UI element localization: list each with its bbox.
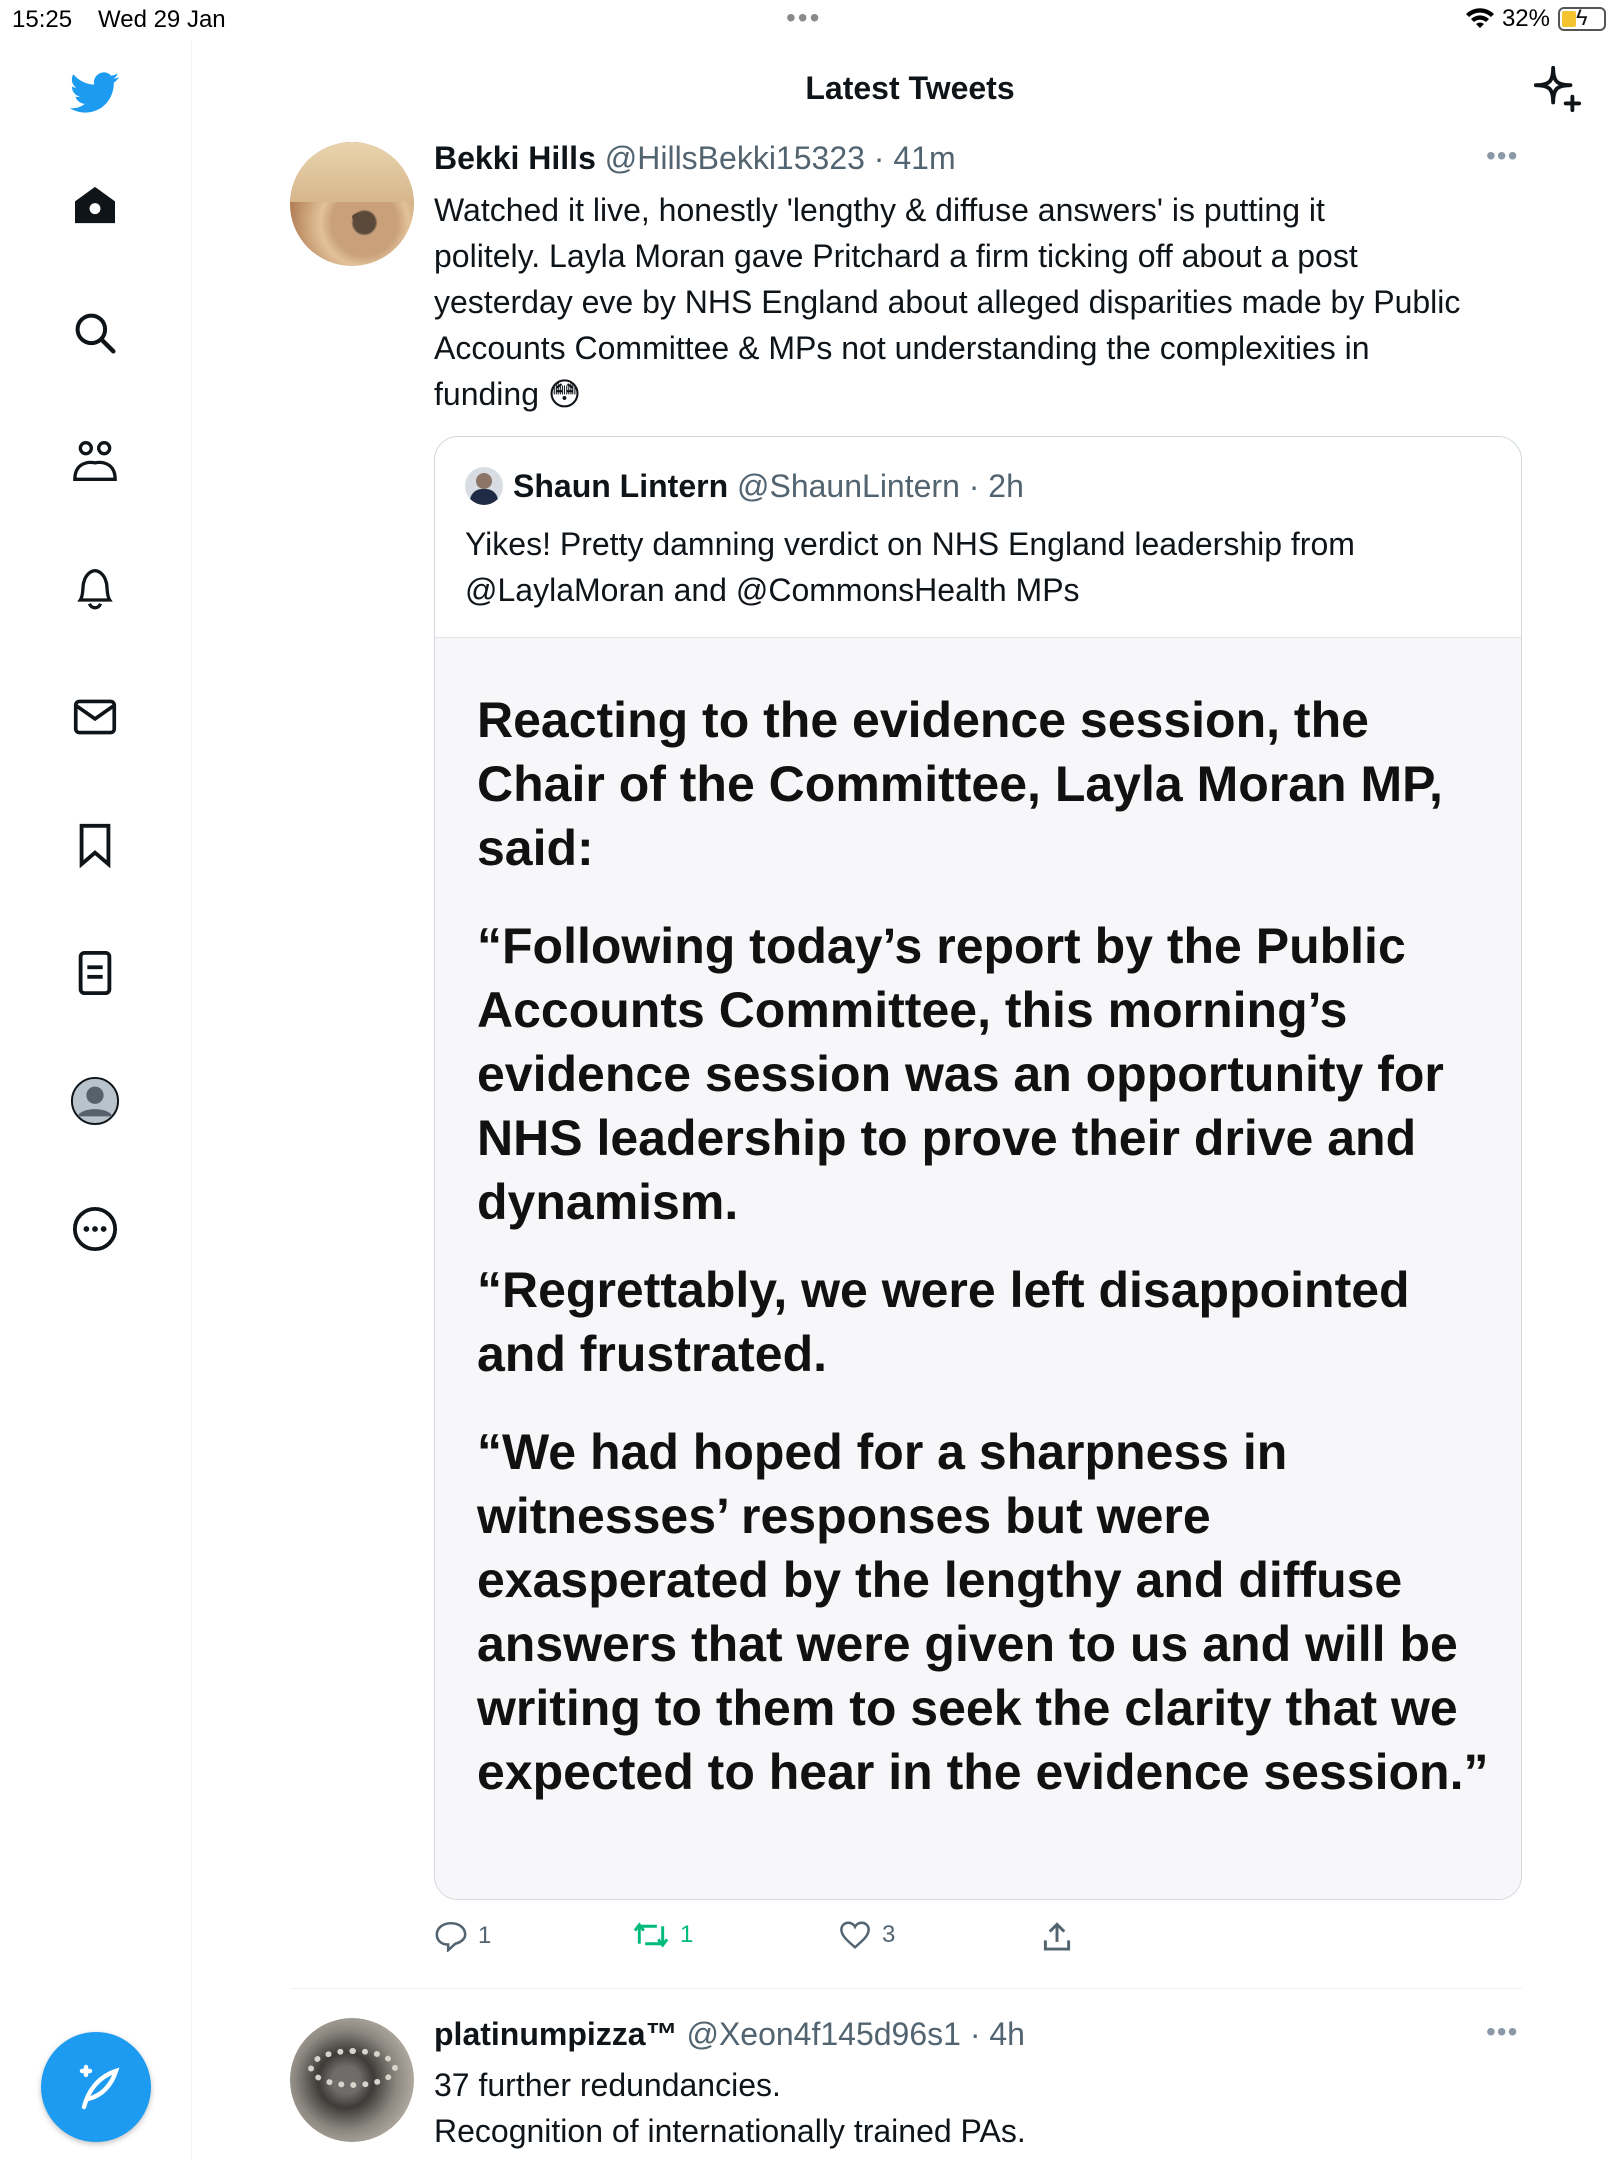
bell-icon[interactable] xyxy=(70,564,120,614)
quoted-text-line: @LaylaMoran and @CommonsHealth MPs xyxy=(465,572,1080,608)
bookmark-icon[interactable] xyxy=(70,820,120,870)
share-icon xyxy=(1042,1920,1072,1952)
tweet-text xyxy=(434,2062,1534,2154)
status-indicators xyxy=(1466,5,1606,33)
battery-percent: 32% xyxy=(1501,5,1550,32)
status-bar xyxy=(0,0,1620,40)
author-handle[interactable]: @HillsBekki15323 xyxy=(604,140,865,176)
status-date: Wed 29 Jan xyxy=(98,6,226,33)
quoted-tweet-time: 2h xyxy=(988,467,1024,504)
retweet-count: 1 xyxy=(680,1921,694,1948)
quoted-tweet-text xyxy=(465,521,1485,613)
reply-button[interactable] xyxy=(434,1920,491,1952)
image-text-paragraph: Reacting to the evidence session, the Chair of the Committee, Layla Moran MP, said: xyxy=(477,692,1443,876)
retweet-button[interactable] xyxy=(632,1920,693,1950)
tweet-time[interactable]: 41m xyxy=(893,140,956,176)
share-button[interactable] xyxy=(1042,1920,1072,1952)
reply-icon xyxy=(434,1920,468,1952)
image-text-paragraph: “Regrettably, we were left disappointed and frustrated. xyxy=(477,1262,1410,1382)
tweet-more-icon[interactable]: ••• xyxy=(1486,140,1519,171)
multitasking-dots-icon[interactable]: ••• xyxy=(786,2,822,33)
communities-icon[interactable] xyxy=(70,436,120,486)
reply-count: 1 xyxy=(478,1922,492,1949)
tweet-actions xyxy=(434,1920,1114,1960)
quoted-tweet-header: Shaun Lintern @ShaunLintern · 2h xyxy=(465,467,1024,505)
sidebar xyxy=(0,40,192,2160)
page-title: Latest Tweets xyxy=(805,70,1015,106)
wifi-icon xyxy=(1466,8,1494,30)
avatar[interactable] xyxy=(290,2018,414,2142)
battery-icon: ϟ xyxy=(1558,7,1606,31)
quoted-text-line: Yikes! Pretty damning verdict on NHS England leadership from xyxy=(465,526,1355,562)
more-icon[interactable] xyxy=(70,1204,120,1254)
tweet-more-icon[interactable]: ••• xyxy=(1486,2016,1519,2047)
quoted-author-name: Shaun Lintern xyxy=(513,467,729,504)
quoted-author-handle: @ShaunLintern xyxy=(737,467,960,504)
tweet-text-line: 37 further redundancies. xyxy=(434,2067,781,2103)
tweet-time[interactable]: 4h xyxy=(989,2016,1025,2052)
tweet-text-line: politely. Layla Moran gave Pritchard a firm ticking off about a post xyxy=(434,238,1358,274)
list-icon[interactable] xyxy=(70,948,120,998)
tweet-header: Bekki Hills @HillsBekki15323 · 41m xyxy=(434,140,956,176)
author-name[interactable]: Bekki Hills xyxy=(434,140,596,176)
image-text-paragraph: “We had hoped for a sharpness in witnesses’ responses but were exasperated by the lengthy and diffuse answers that were given to us and will be writing to them to seek the clarity that we expected to hear in the evidence session.” xyxy=(477,1424,1489,1800)
author-handle[interactable]: @Xeon4f145d96s1 xyxy=(686,2016,961,2052)
avatar[interactable] xyxy=(290,142,414,266)
mail-icon[interactable] xyxy=(70,692,120,742)
search-icon[interactable] xyxy=(70,308,120,358)
tweet-text-line: funding 😳 xyxy=(434,376,582,412)
status-time: 15:25 xyxy=(12,6,73,33)
twitter-logo-icon[interactable] xyxy=(70,68,120,118)
image-text-paragraph: “Following today’s report by the Public Accounts Committee, this morning’s evidence session was an opportunity for NHS leadership to prove their drive and dynamism. xyxy=(477,918,1444,1230)
tweet-divider xyxy=(290,1988,1522,1989)
retweet-icon xyxy=(632,1920,670,1950)
compose-tweet-button[interactable] xyxy=(41,2032,151,2142)
tweet-text-line: Accounts Committee & MPs not understanding the complexities in xyxy=(434,330,1370,366)
profile-icon[interactable] xyxy=(70,1076,120,1126)
author-name[interactable]: platinumpizza™ xyxy=(434,2016,678,2052)
heart-icon xyxy=(838,1920,872,1950)
like-button[interactable] xyxy=(838,1920,895,1950)
like-count: 3 xyxy=(882,1921,896,1948)
sparkle-icon[interactable] xyxy=(1532,64,1582,114)
tweet-header: platinumpizza™ @Xeon4f145d96s1 · 4h xyxy=(434,2016,1025,2052)
quoted-tweet[interactable] xyxy=(434,436,1522,1900)
quoted-tweet-image[interactable] xyxy=(435,637,1522,1900)
tweet-text-line: Watched it live, honestly 'lengthy & diffuse answers' is putting it xyxy=(434,192,1325,228)
tweet-text-line: yesterday eve by NHS England about alleged disparities made by Public xyxy=(434,284,1461,320)
quoted-avatar xyxy=(465,467,503,505)
tweet-text xyxy=(434,187,1534,417)
home-icon[interactable] xyxy=(70,180,120,230)
tweet-text-line: Recognition of internationally trained PAs. xyxy=(434,2113,1026,2149)
compose-feather-icon xyxy=(68,2059,124,2115)
